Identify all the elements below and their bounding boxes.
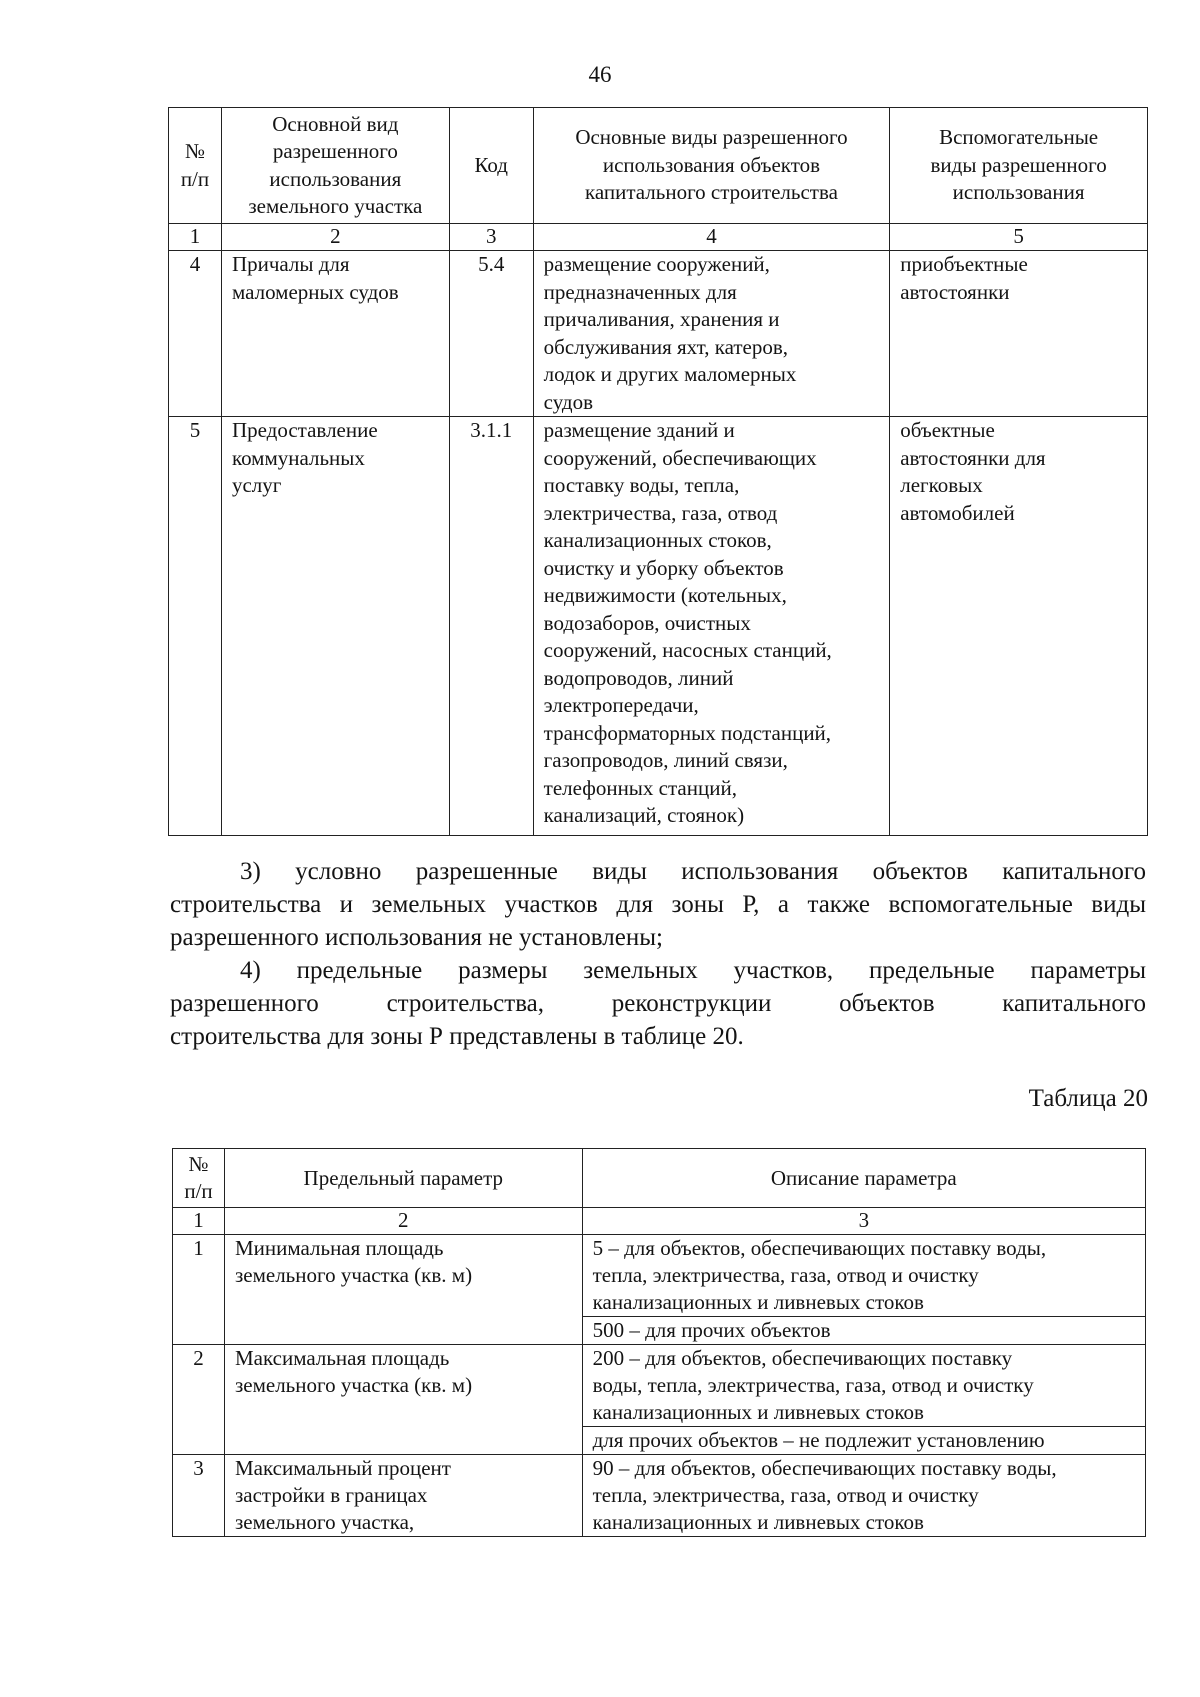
description-other: для прочих объектов – не подлежит установлению <box>592 1428 1045 1452</box>
paragraph-line: строительства для зоны Р представлены в таблице 20. <box>170 1023 744 1050</box>
paragraph-line: 3) условно разрешенные виды использования объектов капитального <box>240 858 1146 885</box>
main-use-cell: Причалы для маломерных судов <box>221 251 449 417</box>
column-number: 4 <box>533 224 890 251</box>
table-header-row <box>169 108 1148 224</box>
parameter-cell: Максимальный процент застройки в границах земельного участка, <box>224 1455 582 1537</box>
column-number: 2 <box>221 224 449 251</box>
table-row <box>173 1235 1146 1345</box>
description-cell <box>582 1345 1145 1455</box>
column-number: 5 <box>890 224 1148 251</box>
description-objects: 200 – для объектов, обеспечивающих поставку воды, тепла, электричества, газа, отвод и очистку канализационных и ливневых стоков <box>583 1345 1145 1427</box>
column-number-row <box>169 224 1148 251</box>
row-number: 2 <box>173 1345 225 1455</box>
description-other: 500 – для прочих объектов <box>592 1318 831 1342</box>
header-cell: № п/п <box>169 108 222 224</box>
aux-uses-cell: приобъектные автостоянки <box>890 251 1148 417</box>
header-cell: Код <box>449 108 533 224</box>
paragraph-line: разрешенного строительства, реконструкции объектов капитального <box>170 990 1146 1017</box>
description-objects: 5 – для объектов, обеспечивающих поставку воды, тепла, электричества, газа, отвод и очистку канализационных и ливневых стоков <box>583 1235 1145 1317</box>
paragraph-4 <box>170 954 1146 1053</box>
description-cell: 90 – для объектов, обеспечивающих поставку воды, тепла, электричества, газа, отвод и очистку канализационных и ливневых стоков <box>582 1455 1145 1537</box>
header-cell: Основные виды разрешенного использования объектов капитального строительства <box>533 108 890 224</box>
column-number: 1 <box>173 1208 225 1235</box>
paragraph-3 <box>170 855 1146 954</box>
row-number: 3 <box>173 1455 225 1537</box>
table-caption: Таблица 20 <box>1028 1085 1148 1112</box>
aux-uses-cell: объектные автостоянки для легковых автомобилей <box>890 417 1148 836</box>
header-cell: Описание параметра <box>582 1149 1145 1208</box>
table-row <box>173 1345 1146 1455</box>
column-number-row <box>173 1208 1146 1235</box>
row-number: 1 <box>173 1235 225 1345</box>
capital-uses-cell: размещение сооружений, предназначенных для причаливания, хранения и обслуживания яхт, катеров, лодок и других маломерных судов <box>533 251 890 417</box>
page-number: 46 <box>588 62 612 87</box>
column-number: 3 <box>449 224 533 251</box>
code-cell: 5.4 <box>449 251 533 417</box>
permitted-use-table <box>168 107 1148 836</box>
column-number: 1 <box>169 224 222 251</box>
row-number: 5 <box>169 417 222 836</box>
row-number: 4 <box>169 251 222 417</box>
description-cell <box>582 1235 1145 1345</box>
parameter-cell: Максимальная площадь земельного участка (кв. м) <box>224 1345 582 1455</box>
parameter-cell: Минимальная площадь земельного участка (кв. м) <box>224 1235 582 1345</box>
column-number: 3 <box>582 1208 1145 1235</box>
column-number: 2 <box>224 1208 582 1235</box>
table-header-row <box>173 1149 1146 1208</box>
limit-parameters-table <box>172 1148 1146 1537</box>
main-use-cell: Предоставление коммунальных услуг <box>221 417 449 836</box>
paragraph-line: строительства и земельных участков для зоны Р, а также вспомогательные виды <box>170 891 1146 918</box>
table-row <box>169 417 1148 836</box>
paragraph-line: разрешенного использования не установлены; <box>170 924 663 951</box>
table-row <box>173 1455 1146 1537</box>
capital-uses-cell: размещение зданий и сооружений, обеспечивающих поставку воды, тепла, электричества, газа, отвод канализационных стоков, очистку и уборку объектов недвижимости (котельных, водозаборов, очистных сооружений, насосных станций, водопроводов, линий электропередачи, трансформаторных подстанций, газопроводов, линий связи, телефонных станций, канализаций, стоянок) <box>533 417 890 836</box>
header-cell: Предельный параметр <box>224 1149 582 1208</box>
header-cell: Основной вид разрешенного использования земельного участка <box>221 108 449 224</box>
code-cell: 3.1.1 <box>449 417 533 836</box>
header-cell: Вспомогательные виды разрешенного использования <box>890 108 1148 224</box>
header-cell: № п/п <box>173 1149 225 1208</box>
paragraph-line: 4) предельные размеры земельных участков, предельные параметры <box>240 957 1146 984</box>
table-row <box>169 251 1148 417</box>
